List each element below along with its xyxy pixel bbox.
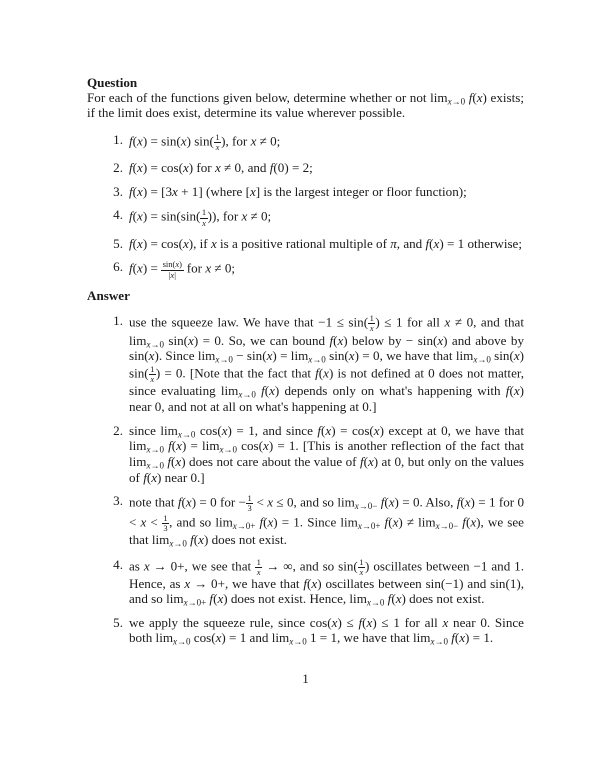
answer-item-3 xyxy=(87,494,524,548)
question-item-5 xyxy=(87,237,524,252)
page-content xyxy=(87,76,524,686)
question-item-2 xyxy=(87,161,524,176)
item-text: we apply the squeeze rule, since cos(x) ≤ f(x) ≤ 1 for all x near 0. Since both $\lim_{x\to 0} \cos(x) = 1$ and $\lim_{x\to 0} 1 = 1$, we have that $\lim_{x\to 0} f(x) = 1$. xyxy=(129,615,524,647)
question-item-6 xyxy=(87,260,524,279)
item-number: 2. xyxy=(113,160,123,176)
item-text: f(x) = cos(x), if x is a positive rational multiple of π, and f(x) = 1 otherwise; xyxy=(129,235,522,251)
page-number: 1 xyxy=(302,670,309,686)
item-number: 1. xyxy=(113,131,123,147)
answer-heading: Answer xyxy=(87,287,130,303)
answer-item-4 xyxy=(87,558,524,608)
question-intro: For each of the functions given below, determine whether or not $\lim_{x\to 0} f(x)$ exists; if the limit does exist, determine its value wherever possible. xyxy=(87,89,524,121)
answer-item-1 xyxy=(87,314,524,414)
question-item-3 xyxy=(87,185,524,200)
question-item-4 xyxy=(87,208,524,227)
item-number: 5. xyxy=(113,615,123,631)
item-text: use the squeeze law. We have that −1 ≤ sin( $\frac{1}{x}$ ) ≤ 1 for all x ≠ 0, and that $\lim_{x\to 0} \sin(x) = 0$. So, we can bound f(x) below by − sin(x) and above by sin(x). Since $\lim_{x\to 0} - \sin(x) = \lim_{x\to 0} \sin(x) = 0$, we have that $\lim_{x\to 0} \sin(x)$ sin( $\frac{1}{x}$ ) = 0. [Note that the fact that f(x) is not defined at 0 does not matter, since evaluating $\lim_{x\to 0} f(x)$ depends only on what's happening with f(x) near 0, and not at all on what's happening at 0.] xyxy=(129,313,525,415)
answer-item-5 xyxy=(87,616,524,646)
answer-item-2 xyxy=(87,424,524,486)
item-number: 4. xyxy=(113,556,123,572)
item-text: as x → 0+, we see that $\frac{1}{x}$ → ∞, and so sin( $\frac{1}{x}$ ) oscillates between −1 and 1. Hence, as x → 0+, we have that f(x) oscillates between sin(−1) and sin(1), and so $\lim_{x\to 0+} f(x)$ does not exist. Hence, $\lim_{x\to 0} f(x)$ does not exist. xyxy=(129,556,525,608)
item-text: f(x) = cos(x) for x ≠ 0, and f(0) = 2; xyxy=(129,160,313,176)
question-heading: Question xyxy=(87,75,138,90)
question-item-1 xyxy=(87,133,524,152)
item-number: 2. xyxy=(113,422,123,438)
item-text: since $\lim_{x\to 0} \cos(x) = 1$, and since f(x) = cos(x) except at 0, we have that $\lim_{x\to 0} f(x) = \lim_{x\to 0} \cos(x) = 1$. [This is another reflection of the fact that $\lim_{x\to 0} f(x)$ does not care about the value of f(x) at 0, but only on the values of f(x) near 0.] xyxy=(129,422,525,485)
item-text: note that f(x) = 0 for − $\frac{1}{3}$ < x ≤ 0, and so $\lim_{x\to 0-} f(x) = 0$. Also, f(x) = 1 for 0 < x < $\frac{1}{3}$ , and so $\lim_{x\to 0+} f(x) = 1$. Since $\lim_{x\to 0+} f(x) \ne \lim_{x\to 0-} f(x)$, we see that $\lim_{x\to 0} f(x)$ does not exist. xyxy=(129,493,524,549)
question-list xyxy=(87,133,524,280)
answer-list xyxy=(87,314,524,646)
item-text: f(x) = $\frac{\sin(x)}{|x|}$ for x ≠ 0; xyxy=(129,259,236,280)
item-number: 3. xyxy=(113,183,123,199)
item-number: 5. xyxy=(113,235,123,251)
item-number: 4. xyxy=(113,207,123,223)
item-number: 3. xyxy=(113,493,123,509)
item-text: f(x) = [3x + 1] (where [x] is the largest integer or floor function); xyxy=(129,183,467,199)
item-number: 6. xyxy=(113,259,123,275)
item-text: f(x) = sin(sin( $\frac{1}{x}$ )), for x ≠ 0; xyxy=(129,207,272,228)
item-text: f(x) = sin(x) sin( $\frac{1}{x}$ ), for x ≠ 0; xyxy=(129,131,281,153)
item-number: 1. xyxy=(113,313,123,329)
